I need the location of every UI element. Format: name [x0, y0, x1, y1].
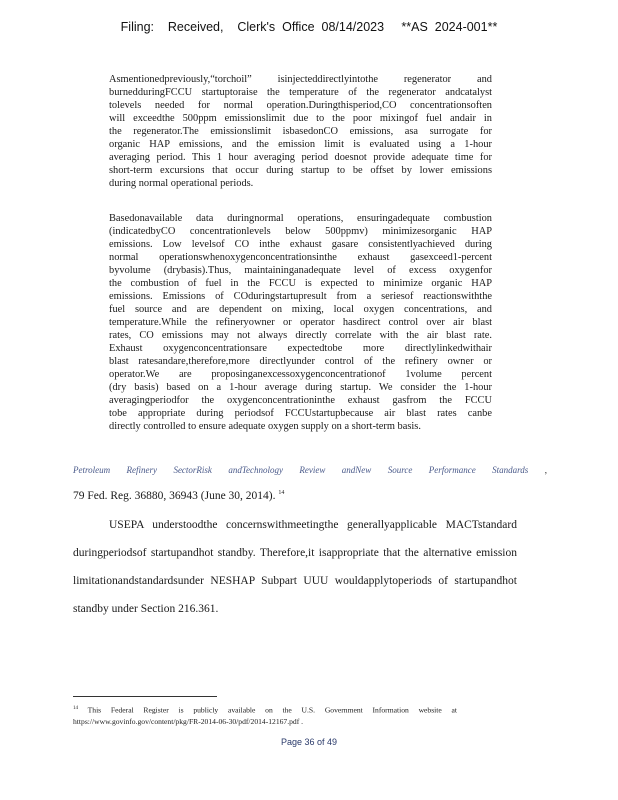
footnote-marker: 14: [73, 706, 78, 711]
body-paragraph: [73, 511, 517, 623]
body-line: standby under Section 216.361.: [73, 603, 219, 615]
citation-word: ,: [544, 465, 547, 475]
citation-word: Refinery: [126, 465, 158, 475]
body-line: limitationandstandardsunder NESHAP Subpart UUU wouldapplytoperiods of startupandhot: [73, 575, 517, 587]
footnote-14: [73, 703, 457, 727]
quote-line: organic HAP emissions, and the emission limit is evaluated using a 1-hour: [109, 139, 492, 150]
citation-reference: [73, 490, 284, 502]
footnote-link[interactable]: https://www.govinfo.gov/content/pkg/FR-2014-06-30/pdf/2014-12167.pdf .: [73, 716, 304, 726]
quote-line: burnedduringFCCU startuptoraise the temperature of the regenerator andcatalyst: [109, 87, 492, 98]
quote-line: fuel source and are dependent on mixing, local oxygen concentrations, and: [109, 304, 492, 315]
citation-word: Petroleum: [73, 465, 111, 475]
body-line: duringperiodsof startupandhot standby. Therefore,it isappropriate that the alternative emission: [73, 547, 517, 559]
quote-line: the regenerator.The emissionslimit isbasedonCO emissions, asa surrogate for: [109, 126, 492, 137]
quote-line: will exceedthe 500ppm emissionslimit due to the poor mixingof fuel andair in: [109, 113, 492, 124]
quote-line: tolevels needed for normal operation.Duringthisperiod,CO concentrationsoften: [109, 100, 492, 111]
quote-line: (dry basis) based on a 1-hour average during startup. We consider the 1-hour: [109, 382, 492, 393]
quote-line: rates, CO emissions may not always directly correlate with the air blast rate.: [109, 330, 492, 341]
quote-line: emissions. Low levelsof CO inthe exhaust gasare consistentlyachieved during: [109, 239, 492, 250]
block-quote-torch-oil: [109, 73, 492, 190]
quote-line: operator.We are proposinganexcessoxygenconcentrationof 1volume percent: [109, 369, 492, 380]
footnote-ref-14[interactable]: 14: [278, 490, 285, 497]
body-line: USEPA understoodthe concernswithmeetingthe generallyapplicable MACTstandard: [109, 519, 517, 531]
footnote-line: [73, 703, 457, 716]
citation-word: andNew: [341, 465, 372, 475]
quote-line: Asmentionedpreviously,“torchoil” isinjecteddirectlyintothe regenerator and: [109, 74, 492, 85]
citation-title: [73, 465, 547, 475]
citation-word: Source: [387, 465, 413, 475]
citation-word: Review: [299, 465, 326, 475]
quote-line: byvolume (drybasis).Thus, maintaininganadequate level of excess oxygenfor: [109, 265, 492, 276]
citation-reference-text: 79 Fed. Reg. 36880, 36943 (June 30, 2014).: [73, 490, 276, 502]
quote-line: directly controlled to ensure adequate oxygen supply on a short-term basis.: [109, 421, 421, 432]
citation-word: SectorRisk: [173, 465, 212, 475]
quote-line: (indicatedbyCO concentrationlevels below 500ppmv) minimizesorganic HAP: [109, 226, 492, 237]
quote-line: normal operationswhenoxygenconcentrationsinthe exhaust gasexceed1-percent: [109, 252, 492, 263]
quote-line: temperature.While the refineryowner or operator hasdirect control over air blast: [109, 317, 492, 328]
citation-word: Performance: [428, 465, 476, 475]
quote-line: tobe appropriate during periodsof FCCUstartupbecause air blast rates canbe: [109, 408, 492, 419]
quote-line: blast ratesandare,therefore,more directlyunder control of the refinery owner or: [109, 356, 492, 367]
block-quote-oxygen: [109, 212, 492, 433]
page-number: Page 36 of 49: [280, 737, 338, 747]
quote-line: the combustion of fuel in the FCCU is expected to minimize organic HAP: [109, 278, 492, 289]
quote-line: during normal operational periods.: [109, 178, 254, 189]
quote-line: averaging period. This 1 hour averaging period doesnot provide adequate time for: [109, 152, 492, 163]
footnote-text: This Federal Register is publicly available on the U.S. Government Information website at: [87, 705, 458, 715]
quote-line: emissions. Emissions of COduringstartupresult from a seriesof reactionswiththe: [109, 291, 492, 302]
quote-line: averagingperiodfor the oxygenconcentrationinthe exhaust gasfrom the FCCU: [109, 395, 492, 406]
footnote-divider: [73, 696, 217, 697]
quote-line: Exhaust oxygenconcentrationsare expectedtobe more directlylinkedwithair: [109, 343, 492, 354]
citation-word: andTechnology: [228, 465, 283, 475]
filing-header: Filing: Received, Clerk's Office 08/14/2023 **AS 2024-001**: [120, 20, 498, 34]
quote-line: Basedonavailable data duringnormal operations, ensuringadequate combustion: [109, 213, 492, 224]
quote-line: short-term excursions that occur during startup to be offset by lower emissions: [109, 165, 492, 176]
citation-word: Standards: [492, 465, 529, 475]
